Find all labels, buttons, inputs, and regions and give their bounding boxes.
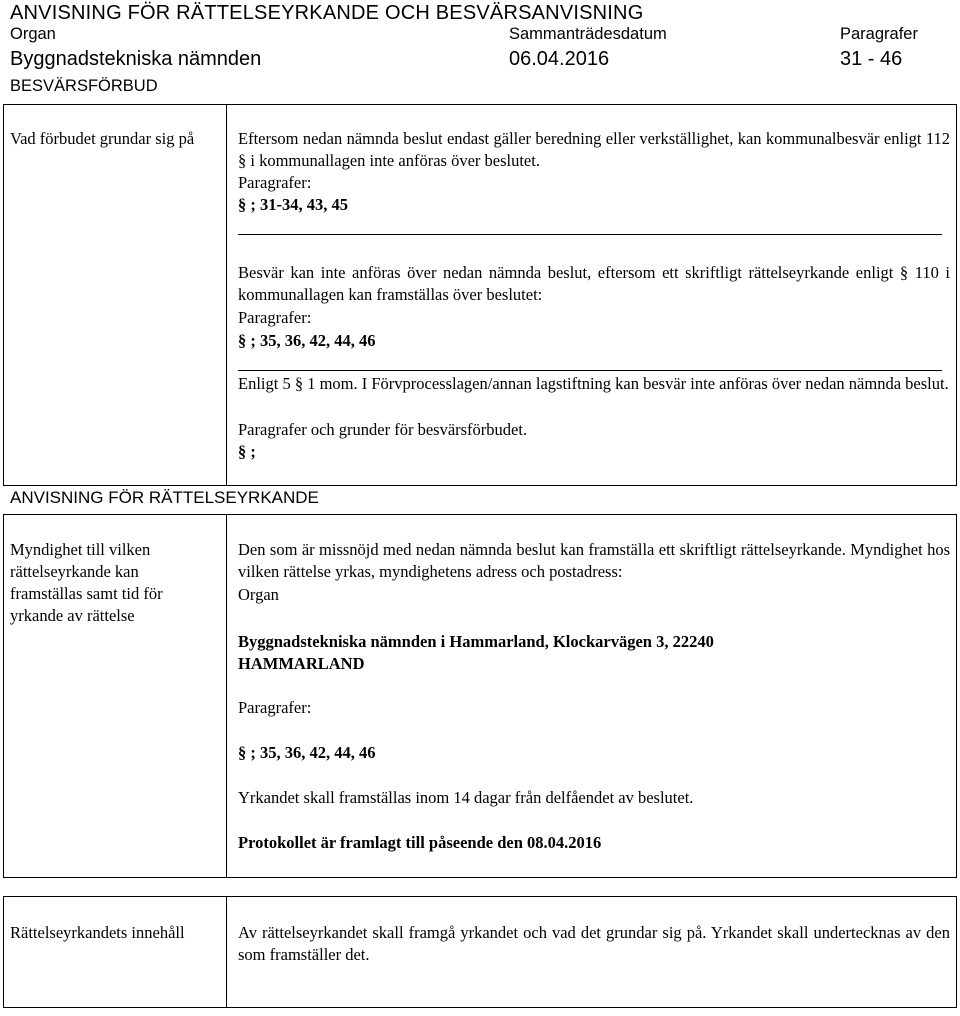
rattelse-paragrafer-label: Paragrafer: — [238, 698, 312, 717]
besvarsforbud-heading: BESVÄRSFÖRBUD — [10, 77, 158, 95]
rattelse-paragraph: Den som är missnöjd med nedan nämnda beslut kan framställa ett skriftligt rättelseyrkande. Myndighet hos vilken rättelse yrkas, myndighetens adress och postadress: — [238, 540, 950, 581]
rattelse-organ-label: Organ — [238, 585, 279, 604]
besvarsforbud-paragraph-3: Enligt 5 § 1 mom. I Förvprocesslagen/annan lagstiftning kan besvär inte anföras över nedan nämnda beslut. — [238, 374, 949, 393]
rattelse-paragrafer-value: § ; 35, 36, 42, 44, 46 — [238, 743, 376, 762]
organ-label: Organ — [10, 25, 56, 43]
organ-value: Byggnadstekniska nämnden — [10, 48, 262, 70]
column-divider — [226, 514, 227, 878]
besvarsforbud-paragraph-1: Eftersom nedan nämnda beslut endast gäller beredning eller verkställighet, kan kommunalbesvär enligt 112 § i kommunallagen inte anföras över beslutet. — [238, 129, 950, 170]
rattelse-authority-label: Myndighet till vilken rättelseyrkande kan framställas samt tid för yrkande av rättelse — [10, 540, 163, 625]
sections-value: 31 - 46 — [840, 48, 903, 70]
document-title: ANVISNING FÖR RÄTTELSEYRKANDE OCH BESVÄRSANVISNING — [10, 2, 644, 24]
paragrafer-label-3: Paragrafer och grunder för besvärsförbudet. — [238, 420, 528, 439]
protocol-notice: Protokollet är framlagt till påseende den 08.04.2016 — [238, 833, 602, 852]
sections-label: Paragrafer — [840, 25, 918, 43]
column-divider — [226, 104, 227, 486]
paragrafer-value-3: § ; — [238, 442, 256, 461]
separator-line — [238, 234, 942, 235]
paragrafer-label-2: Paragrafer: — [238, 308, 312, 327]
date-label: Sammanträdesdatum — [509, 25, 667, 43]
column-divider — [226, 896, 227, 1008]
innehall-label: Rättelseyrkandets innehåll — [10, 923, 185, 942]
rattelse-address-line-1: Byggnadstekniska nämnden i Hammarland, Klockarvägen 3, 22240 — [238, 632, 714, 651]
innehall-text: Av rättelseyrkandet skall framgå yrkandet och vad det grundar sig på. Yrkandet skall undertecknas av den som framställer det. — [238, 923, 950, 964]
rattelse-address-line-2: HAMMARLAND — [238, 654, 365, 673]
rattelseyrkande-heading: ANVISNING FÖR RÄTTELSEYRKANDE — [10, 488, 319, 507]
rattelse-deadline: Yrkandet skall framställas inom 14 dagar från delfåendet av beslutet. — [238, 788, 694, 807]
paragrafer-value-1: § ; 31-34, 43, 45 — [238, 195, 348, 214]
besvarsforbud-paragraph-2: Besvär kan inte anföras över nedan nämnda beslut, eftersom ett skriftligt rättelseyrkande enligt § 110 i kommunallagen kan framställas över beslutet: — [238, 263, 950, 304]
paragrafer-value-2: § ; 35, 36, 42, 44, 46 — [238, 331, 376, 350]
date-value: 06.04.2016 — [509, 48, 610, 70]
paragrafer-label-1: Paragrafer: — [238, 173, 312, 192]
separator-line — [238, 370, 942, 371]
besvarsforbud-label: Vad förbudet grundar sig på — [10, 129, 195, 148]
